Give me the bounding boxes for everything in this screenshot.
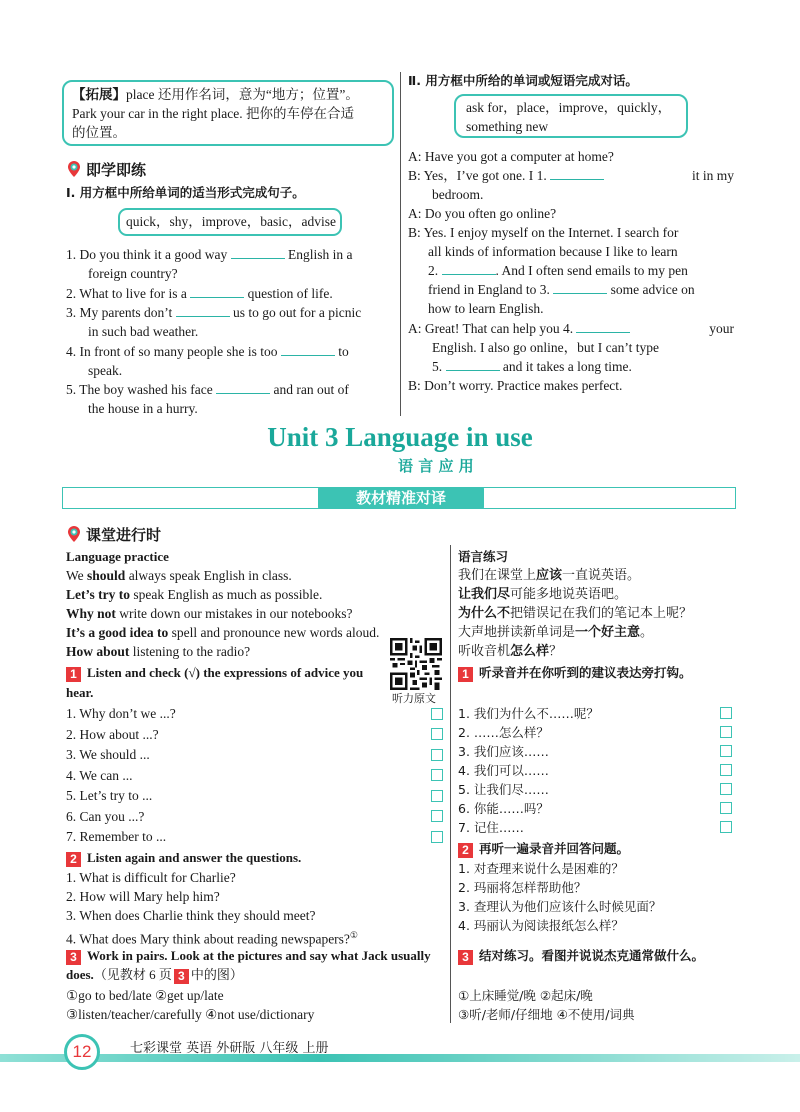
practice-heading bbox=[66, 160, 146, 180]
extension-text-2: Park your car in the right place. 把你的车停在合适 bbox=[72, 106, 354, 121]
p1-item-1: 1. Do you think it a good way English in a bbox=[66, 247, 353, 262]
checkbox[interactable] bbox=[431, 831, 443, 843]
part2-title: Ⅱ. 用方框中所给的单词或短语完成对话。 bbox=[408, 73, 638, 88]
footer-stripe bbox=[0, 1054, 800, 1062]
checkbox[interactable] bbox=[431, 810, 443, 822]
p1-item-4: 4. In front of so many people she is too to bbox=[66, 344, 349, 359]
ex1-item: 2. How about ...? bbox=[66, 727, 159, 742]
trans-ex1-item: 3. 我们应该…… bbox=[458, 744, 549, 759]
classroom-heading bbox=[66, 525, 161, 545]
lp-line-2: Let’s try to speak English as much as possible. bbox=[66, 587, 323, 602]
answer-blank[interactable] bbox=[231, 246, 285, 259]
ex2-item: 3. When does Charlie think they should meet? bbox=[66, 908, 316, 923]
ex1-title-2: hear. bbox=[66, 685, 94, 700]
dialog-line-9: how to learn English. bbox=[428, 301, 544, 316]
exercise-number-badge: 3 bbox=[458, 950, 473, 965]
banner-label: 教材精准对译 bbox=[318, 487, 484, 509]
p1-item-1-cont: foreign country? bbox=[88, 266, 178, 281]
page-number: 12 bbox=[72, 1042, 92, 1061]
trans-ex3-line-1: ①上床睡觉/晚 ②起床/晚 bbox=[458, 988, 593, 1003]
exercise-number-badge: 2 bbox=[66, 852, 81, 867]
part1-words: quick，shy，improve，basic，advise bbox=[126, 214, 336, 229]
exercise-number-badge: 1 bbox=[66, 667, 81, 682]
dialog-line-8: friend in England to 3. some advice on bbox=[428, 282, 695, 297]
ex2-item: 4. What does Mary think about reading newspapers?① bbox=[66, 930, 358, 947]
trans-ex1-item: 2. ……怎么样？ bbox=[458, 725, 549, 740]
ex1-item: 3. We should ... bbox=[66, 747, 150, 762]
dialog-line-12: 5. and it takes a long time. bbox=[432, 359, 632, 374]
dialog-line-6: all kinds of information because I like to learn bbox=[428, 244, 678, 259]
ex1-item: 7. Remember to ... bbox=[66, 829, 167, 844]
trans-ex1-item: 5. 让我们尽…… bbox=[458, 782, 549, 797]
ex3-title: 3 Work in pairs. Look at the pictures and say what Jack usually bbox=[66, 947, 431, 965]
part2-words-1: ask for，place，improve，quickly， bbox=[466, 100, 672, 115]
answer-blank[interactable] bbox=[190, 285, 244, 298]
unit-subtitle: 语 言 应 用 bbox=[398, 457, 474, 475]
extension-text-3: 的位置。 bbox=[72, 125, 126, 140]
lp-line-3: Why not write down our mistakes in our notebooks? bbox=[66, 606, 353, 621]
dialog-line-5: B: Yes. I enjoy myself on the Internet. I search for bbox=[408, 225, 679, 240]
answer-blank[interactable] bbox=[281, 343, 335, 356]
trans-ex1-item: 7. 记住…… bbox=[458, 820, 524, 835]
trans-ex2-item: 3. 查理认为他们应该什么时候见面？ bbox=[458, 899, 662, 914]
column-divider-top bbox=[400, 72, 401, 416]
trans-lp-line-2: 让我们尽可能多地说英语吧。 bbox=[458, 587, 628, 602]
trans-lp-line-4: 大声地拼读新单词是一个好主意。 bbox=[458, 625, 654, 640]
trans-ex1-item: 4. 我们可以…… bbox=[458, 763, 549, 778]
qr-caption: 听力原文 bbox=[392, 692, 436, 705]
answer-blank[interactable] bbox=[446, 358, 500, 371]
location-pin-icon bbox=[66, 525, 82, 543]
trans-ex2-title: 2 再听一遍录音并回答问题。 bbox=[458, 840, 629, 858]
checkbox[interactable] bbox=[431, 769, 443, 781]
ex2-item: 2. How will Mary help him? bbox=[66, 889, 220, 904]
ex3-title-2: does.（见教材 6 页 3 中的图） bbox=[66, 967, 243, 983]
location-pin-icon bbox=[66, 160, 82, 178]
trans-ex3-line-2: ③听/老师/仔细地 ④不使用/词典 bbox=[458, 1007, 635, 1022]
part1-title: Ⅰ. 用方框中所给单词的适当形式完成句子。 bbox=[66, 185, 305, 200]
exercise-number-badge: 3 bbox=[66, 950, 81, 965]
practice-heading-text: 即学即练 bbox=[86, 161, 147, 179]
dialog-line-3: bedroom. bbox=[432, 187, 484, 202]
qr-code-icon[interactable] bbox=[390, 638, 442, 690]
ex1-item: 1. Why don’t we ...? bbox=[66, 706, 176, 721]
ex1-item: 4. We can ... bbox=[66, 768, 133, 783]
lp-title: Language practice bbox=[66, 549, 169, 564]
answer-blank[interactable] bbox=[176, 304, 230, 317]
checkbox[interactable] bbox=[720, 802, 732, 814]
trans-ex1-item: 6. 你能……吗？ bbox=[458, 801, 549, 816]
trans-lp-line-3: 为什么不把错误记在我们的笔记本上呢？ bbox=[458, 606, 693, 621]
ex3-line-2: ③listen/teacher/carefully ④not use/dictionary bbox=[66, 1007, 315, 1022]
dialog-line-4: A: Do you often go online? bbox=[408, 206, 557, 221]
answer-blank[interactable] bbox=[216, 381, 270, 394]
trans-ex2-item: 2. 玛丽将怎样帮助他？ bbox=[458, 880, 587, 895]
ex2-title: 2 Listen again and answer the questions. bbox=[66, 849, 301, 867]
dialog-line-7: 2. . And I often send emails to my pen bbox=[428, 263, 688, 278]
p1-item-3-cont: in such bad weather. bbox=[88, 324, 199, 339]
checkbox[interactable] bbox=[720, 821, 732, 833]
extension-tag: 【拓展】 bbox=[72, 87, 126, 102]
answer-blank[interactable] bbox=[550, 167, 604, 180]
footnote-mark: ① bbox=[349, 930, 358, 940]
answer-blank[interactable] bbox=[576, 320, 630, 333]
exercise-number-badge: 2 bbox=[458, 843, 473, 858]
checkbox[interactable] bbox=[431, 749, 443, 761]
ex1-title: 1 Listen and check (√) the expressions of advice you bbox=[66, 664, 363, 682]
ex3-line-1: ①go to bed/late ②get up/late bbox=[66, 988, 224, 1003]
trans-ex3-title: 3 结对练习。看图并说说杰克通常做什么。 bbox=[458, 947, 704, 965]
exercise-number-badge: 1 bbox=[458, 667, 473, 682]
trans-lp-line-5: 听收音机怎么样？ bbox=[458, 644, 563, 659]
classroom-heading-text: 课堂进行时 bbox=[86, 526, 162, 544]
checkbox[interactable] bbox=[431, 708, 443, 720]
answer-blank[interactable] bbox=[553, 281, 607, 294]
checkbox[interactable] bbox=[720, 707, 732, 719]
checkbox[interactable] bbox=[431, 728, 443, 740]
trans-ex1-item: 1. 我们为什么不……呢？ bbox=[458, 706, 599, 721]
dialog-line-10: A: Great! That can help you 4. your bbox=[408, 321, 734, 336]
exercise-number-badge: 3 bbox=[174, 969, 189, 984]
checkbox[interactable] bbox=[720, 726, 732, 738]
p1-item-5-cont: the house in a hurry. bbox=[88, 401, 198, 416]
trans-ex2-item: 1. 对查理来说什么是困难的？ bbox=[458, 861, 624, 876]
ex1-item: 5. Let’s try to ... bbox=[66, 788, 153, 803]
trans-lp-title: 语言练习 bbox=[458, 549, 509, 564]
trans-ex1-title: 1 听录音并在你听到的建议表达旁打钩。 bbox=[458, 664, 692, 682]
trans-ex2-item: 4. 玛丽认为阅读报纸怎么样？ bbox=[458, 918, 624, 933]
ex2-item: 1. What is difficult for Charlie? bbox=[66, 870, 236, 885]
lp-line-1: We should always speak English in class. bbox=[66, 568, 292, 583]
checkbox[interactable] bbox=[720, 783, 732, 795]
dialog-line-13: B: Don’t worry. Practice makes perfect. bbox=[408, 378, 623, 393]
p1-item-2: 2. What to live for is a question of life. bbox=[66, 286, 333, 301]
footer-text: 七彩课堂 英语 外研版 八年级 上册 bbox=[130, 1041, 329, 1056]
lp-line-4: It’s a good idea to spell and pronounce new words aloud. bbox=[66, 625, 380, 640]
trans-lp-line-1: 我们在课堂上应该一直说英语。 bbox=[458, 568, 641, 583]
lp-line-5: How about listening to the radio? bbox=[66, 644, 251, 659]
extension-line-1 bbox=[72, 86, 359, 104]
dialog-line-11: English. I also go online，but I can’t type bbox=[432, 340, 659, 355]
extension-text-1: place 还用作名词，意为“地方；位置”。 bbox=[126, 87, 359, 102]
checkbox[interactable] bbox=[720, 764, 732, 776]
p1-item-5: 5. The boy washed his face and ran out of bbox=[66, 382, 349, 397]
p1-item-3: 3. My parents don’t us to go out for a picnic bbox=[66, 305, 362, 320]
column-divider-bottom bbox=[450, 545, 451, 1023]
unit-title: Unit 3 Language in use bbox=[267, 422, 533, 452]
p1-item-4-cont: speak. bbox=[88, 363, 123, 378]
checkbox[interactable] bbox=[720, 745, 732, 757]
checkbox[interactable] bbox=[431, 790, 443, 802]
part2-words-2: something new bbox=[466, 119, 549, 134]
answer-blank[interactable] bbox=[442, 262, 496, 275]
ex1-item: 6. Can you ...? bbox=[66, 809, 145, 824]
dialog-line-2: B: Yes，I’ve got one. I 1. it in my bbox=[408, 168, 734, 183]
dialog-line-1: A: Have you got a computer at home? bbox=[408, 149, 614, 164]
